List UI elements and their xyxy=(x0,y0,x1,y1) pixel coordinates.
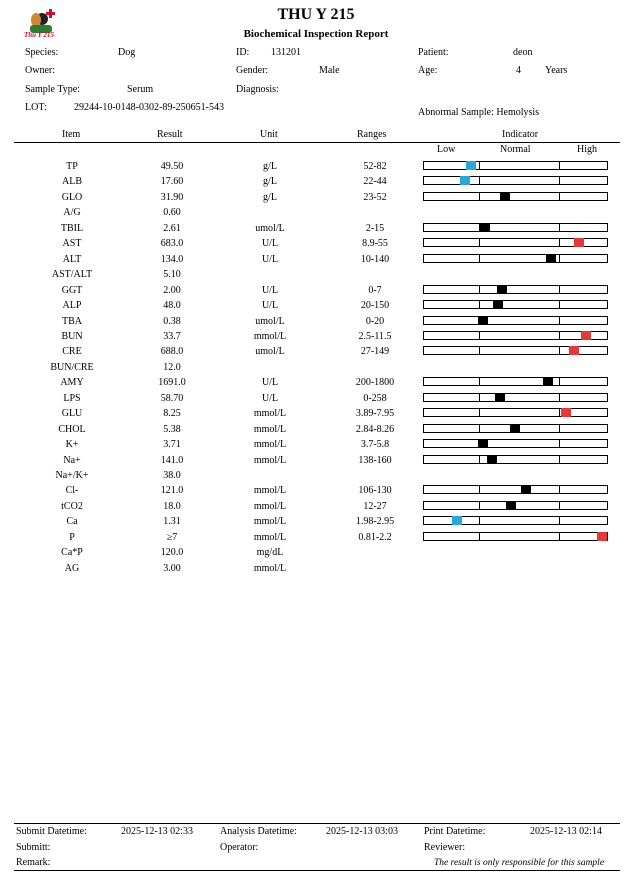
indicator-marker-high xyxy=(561,408,571,417)
row-unit: mmol/L xyxy=(253,485,287,497)
indicator-bar xyxy=(423,408,608,417)
table-row xyxy=(0,253,632,268)
row-item: K+ xyxy=(65,439,79,451)
table-row xyxy=(0,330,632,345)
row-result: 58.70 xyxy=(160,392,184,404)
table-row xyxy=(0,361,632,376)
row-unit: umol/L xyxy=(255,346,285,358)
indicator-divider xyxy=(479,239,480,246)
indicator-divider xyxy=(479,533,480,540)
submit-datetime-label: Submit Datetime: xyxy=(16,826,87,837)
indicator-marker-normal xyxy=(480,223,490,232)
table-row xyxy=(0,206,632,221)
row-item: CHOL xyxy=(58,423,86,435)
indicator-marker-high xyxy=(597,532,607,541)
table-row xyxy=(0,376,632,391)
row-item: tCO2 xyxy=(61,500,83,512)
table-row xyxy=(0,299,632,314)
row-result: 2.00 xyxy=(163,284,181,296)
indicator-bar xyxy=(423,223,608,232)
row-result: 3.71 xyxy=(163,439,181,451)
row-unit: mmol/L xyxy=(253,531,287,543)
header-divider xyxy=(14,142,620,143)
indicator-divider xyxy=(479,347,480,354)
row-result: 1691.0 xyxy=(158,377,186,389)
indicator-bar xyxy=(423,485,608,494)
row-item: AST xyxy=(62,238,82,250)
row-range: 2.84-8.26 xyxy=(355,423,395,435)
table-row xyxy=(0,268,632,283)
row-result: 12.0 xyxy=(163,361,181,373)
indicator-bar xyxy=(423,285,608,294)
indicator-divider xyxy=(559,394,560,401)
row-range: 200-1800 xyxy=(355,377,395,389)
row-result: 688.0 xyxy=(160,346,184,358)
row-item: CRE xyxy=(62,346,82,358)
row-item: P xyxy=(69,531,75,543)
row-unit: g/L xyxy=(263,191,277,203)
row-result: 121.0 xyxy=(160,485,184,497)
indicator-marker-normal xyxy=(510,424,520,433)
owner-label: Owner: xyxy=(25,65,55,76)
row-range: 1.98-2.95 xyxy=(355,516,395,528)
indicator-bar xyxy=(423,192,608,201)
row-result: 49.50 xyxy=(160,161,184,172)
row-unit: mmol/L xyxy=(253,500,287,512)
report-title: THU Y 215 xyxy=(277,6,355,23)
col-low: Low xyxy=(437,144,456,155)
row-unit: mmol/L xyxy=(253,408,287,420)
submitt-label: Submitt: xyxy=(16,842,51,853)
row-result: 0.38 xyxy=(163,315,181,327)
table-row xyxy=(0,454,632,469)
row-result: 33.7 xyxy=(163,330,181,342)
row-item: GLU xyxy=(61,408,83,420)
row-item: TBIL xyxy=(60,222,84,234)
analysis-datetime-label: Analysis Datetime: xyxy=(220,826,297,837)
reviewer-label: Reviewer: xyxy=(424,842,466,853)
indicator-bar xyxy=(423,346,608,355)
row-range: 2.5-11.5 xyxy=(358,330,392,342)
indicator-marker-high xyxy=(581,331,591,340)
indicator-divider xyxy=(479,517,480,524)
remark-label: Remark: xyxy=(16,857,51,868)
table-row xyxy=(0,222,632,237)
indicator-divider xyxy=(559,533,560,540)
row-unit: mg/dL xyxy=(256,547,284,559)
indicator-divider xyxy=(559,177,560,184)
row-result: 48.0 xyxy=(163,300,181,312)
row-unit: U/L xyxy=(261,377,279,389)
indicator-marker-normal xyxy=(543,377,553,386)
table-row xyxy=(0,345,632,360)
row-unit: mmol/L xyxy=(253,516,287,528)
indicator-divider xyxy=(479,193,480,200)
row-item: Cl- xyxy=(65,485,79,497)
indicator-divider xyxy=(479,332,480,339)
indicator-divider xyxy=(479,486,480,493)
row-range: 2-15 xyxy=(365,222,385,234)
indicator-divider xyxy=(559,317,560,324)
row-item: GLO xyxy=(61,191,83,203)
row-result: 2.61 xyxy=(163,222,181,234)
row-range: 0-20 xyxy=(365,315,385,327)
indicator-marker-high xyxy=(569,346,579,355)
indicator-divider xyxy=(559,332,560,339)
indicator-divider xyxy=(559,456,560,463)
row-range: 0-258 xyxy=(363,392,387,404)
indicator-divider xyxy=(479,255,480,262)
indicator-marker-high xyxy=(574,238,584,247)
table-row xyxy=(0,500,632,515)
species-value: Dog xyxy=(118,47,136,58)
table-row xyxy=(0,546,632,561)
row-result: 8.25 xyxy=(163,408,181,420)
col-item: Item xyxy=(62,129,81,140)
indicator-bar xyxy=(423,254,608,263)
row-unit: mmol/L xyxy=(253,423,287,435)
logo-text: Thu Y 215 xyxy=(24,31,54,39)
row-range: 3.7-5.8 xyxy=(360,439,390,451)
row-result: ≥7 xyxy=(166,531,178,543)
indicator-bar xyxy=(423,238,608,247)
row-range: 27-149 xyxy=(360,346,390,358)
indicator-divider xyxy=(479,409,480,416)
gender-value: Male xyxy=(319,65,340,76)
print-datetime-label: Print Datetime: xyxy=(424,826,486,837)
sample-type-value: Serum xyxy=(127,84,154,95)
indicator-divider xyxy=(479,378,480,385)
indicator-divider xyxy=(559,286,560,293)
indicator-divider xyxy=(559,224,560,231)
col-result: Result xyxy=(157,129,183,140)
indicator-divider xyxy=(479,286,480,293)
table-row xyxy=(0,423,632,438)
indicator-bar xyxy=(423,439,608,448)
indicator-divider xyxy=(559,255,560,262)
table-row xyxy=(0,438,632,453)
row-unit: umol/L xyxy=(255,222,285,234)
indicator-marker-low xyxy=(466,161,476,170)
indicator-divider xyxy=(559,301,560,308)
indicator-bar xyxy=(423,516,608,525)
indicator-divider xyxy=(479,394,480,401)
indicator-divider xyxy=(559,502,560,509)
row-item: BUN xyxy=(61,330,83,342)
row-item: AMY xyxy=(60,377,84,389)
indicator-divider xyxy=(479,456,480,463)
row-result: 38.0 xyxy=(163,470,181,481)
table-row xyxy=(0,469,632,484)
row-item: Na+ xyxy=(63,454,81,466)
indicator-bar xyxy=(423,377,608,386)
patient-value: deon xyxy=(513,47,533,58)
row-result: 31.90 xyxy=(160,191,184,203)
row-range: 106-130 xyxy=(358,485,392,497)
row-item: AST/ALT xyxy=(51,269,93,281)
submit-datetime-value: 2025-12-13 02:33 xyxy=(121,826,193,837)
row-unit: U/L xyxy=(261,238,279,250)
indicator-divider xyxy=(559,162,560,169)
col-high: High xyxy=(577,144,597,155)
age-label: Age: xyxy=(418,65,438,76)
row-result: 5.38 xyxy=(163,423,181,435)
row-result: 134.0 xyxy=(160,253,184,265)
row-item: ALB xyxy=(62,176,82,188)
indicator-marker-low xyxy=(452,516,462,525)
indicator-bar xyxy=(423,176,608,185)
row-result: 0.60 xyxy=(163,207,181,219)
row-unit: U/L xyxy=(261,253,279,265)
print-datetime-value: 2025-12-13 02:14 xyxy=(530,826,602,837)
report-subtitle: Biochemical Inspection Report xyxy=(243,28,389,40)
patient-label: Patient: xyxy=(418,47,449,58)
table-row xyxy=(0,175,632,190)
indicator-bar xyxy=(423,316,608,325)
row-unit: U/L xyxy=(261,300,279,312)
row-unit: umol/L xyxy=(255,315,285,327)
indicator-marker-low xyxy=(460,176,470,185)
indicator-bar xyxy=(423,393,608,402)
row-result: 17.60 xyxy=(160,176,184,188)
indicator-bar xyxy=(423,501,608,510)
indicator-divider xyxy=(559,517,560,524)
gender-label: Gender: xyxy=(236,65,269,76)
row-result: 3.00 xyxy=(163,562,181,574)
row-range: 20-150 xyxy=(360,300,390,312)
indicator-bar xyxy=(423,161,608,170)
row-item: BUN/CRE xyxy=(50,361,94,373)
indicator-bar xyxy=(423,424,608,433)
abnormal-sample: Abnormal Sample: Hemolysis xyxy=(418,107,540,118)
col-unit: Unit xyxy=(260,129,278,140)
row-range: 0.81-2.2 xyxy=(358,531,392,543)
table-row xyxy=(0,484,632,499)
sample-type-label: Sample Type: xyxy=(25,84,80,95)
row-unit: g/L xyxy=(263,161,277,172)
operator-label: Operator: xyxy=(220,842,259,853)
indicator-divider xyxy=(559,425,560,432)
indicator-marker-normal xyxy=(500,192,510,201)
row-unit: mmol/L xyxy=(253,562,287,574)
row-item: TBA xyxy=(62,315,82,327)
row-unit: U/L xyxy=(261,284,279,296)
row-item: Ca xyxy=(66,516,78,528)
lot-label: LOT: xyxy=(25,102,47,113)
indicator-bar xyxy=(423,455,608,464)
indicator-marker-normal xyxy=(546,254,556,263)
indicator-divider xyxy=(559,440,560,447)
indicator-marker-normal xyxy=(506,501,516,510)
col-normal: Normal xyxy=(500,144,531,155)
row-item: TP xyxy=(66,161,78,172)
indicator-marker-normal xyxy=(521,485,531,494)
table-row xyxy=(0,515,632,530)
indicator-divider xyxy=(479,425,480,432)
row-item: ALP xyxy=(62,300,82,312)
diagnosis-label: Diagnosis: xyxy=(236,84,279,95)
row-range: 22-44 xyxy=(363,176,387,188)
indicator-divider xyxy=(559,347,560,354)
row-range: 3.89-7.95 xyxy=(355,408,395,420)
row-result: 1.31 xyxy=(163,516,181,528)
row-unit: mmol/L xyxy=(253,330,287,342)
row-result: 120.0 xyxy=(160,547,184,559)
row-range: 23-52 xyxy=(363,191,387,203)
footer-divider xyxy=(14,823,620,824)
age-unit: Years xyxy=(545,65,568,76)
table-row xyxy=(0,407,632,422)
table-row xyxy=(0,191,632,206)
table-row xyxy=(0,160,632,175)
indicator-divider xyxy=(559,378,560,385)
id-value: 131201 xyxy=(271,47,301,58)
indicator-marker-normal xyxy=(487,455,497,464)
lot-value: 29244-10-0148-0302-89-250651-543 xyxy=(74,102,224,113)
analysis-datetime-value: 2025-12-13 03:03 xyxy=(326,826,398,837)
indicator-divider xyxy=(479,301,480,308)
row-range: 12-27 xyxy=(363,500,387,512)
row-unit: U/L xyxy=(261,392,279,404)
indicator-divider xyxy=(559,193,560,200)
table-row xyxy=(0,237,632,252)
table-row xyxy=(0,562,632,577)
col-ranges: Ranges xyxy=(357,129,387,140)
row-result: 141.0 xyxy=(160,454,184,466)
id-label: ID: xyxy=(236,47,250,58)
disclaimer: The result is only responsible for this sample xyxy=(434,858,605,868)
row-item: GGT xyxy=(61,284,83,296)
row-range: 0-7 xyxy=(368,284,382,296)
row-range: 138-160 xyxy=(358,454,392,466)
col-indicator: Indicator xyxy=(502,129,539,140)
row-result: 5.10 xyxy=(163,269,181,281)
row-item: Na+/K+ xyxy=(55,470,89,481)
indicator-marker-normal xyxy=(478,316,488,325)
indicator-marker-normal xyxy=(497,285,507,294)
row-item: A/G xyxy=(63,207,81,219)
row-range: 8.9-55 xyxy=(362,238,388,250)
row-unit: g/L xyxy=(263,176,277,188)
row-item: LPS xyxy=(63,392,81,404)
row-item: Ca*P xyxy=(61,547,83,559)
indicator-bar xyxy=(423,532,608,541)
species-label: Species: xyxy=(25,47,59,58)
age-value: 4 xyxy=(516,65,521,76)
table-row xyxy=(0,315,632,330)
indicator-bar xyxy=(423,300,608,309)
bottom-line xyxy=(14,870,620,871)
row-range: 10-140 xyxy=(360,253,390,265)
indicator-bar xyxy=(423,331,608,340)
row-item: ALT xyxy=(62,253,82,265)
row-unit: mmol/L xyxy=(253,454,287,466)
row-range: 52-82 xyxy=(363,161,387,172)
row-result: 683.0 xyxy=(160,238,184,250)
indicator-marker-normal xyxy=(478,439,488,448)
indicator-divider xyxy=(479,177,480,184)
indicator-marker-normal xyxy=(495,393,505,402)
table-row xyxy=(0,531,632,546)
row-result: 18.0 xyxy=(163,500,181,512)
indicator-divider xyxy=(479,162,480,169)
table-row xyxy=(0,392,632,407)
indicator-marker-normal xyxy=(493,300,503,309)
indicator-divider xyxy=(479,502,480,509)
indicator-divider xyxy=(559,486,560,493)
row-item: AG xyxy=(64,562,80,574)
indicator-divider xyxy=(559,239,560,246)
row-unit: mmol/L xyxy=(253,439,287,451)
table-row xyxy=(0,284,632,299)
